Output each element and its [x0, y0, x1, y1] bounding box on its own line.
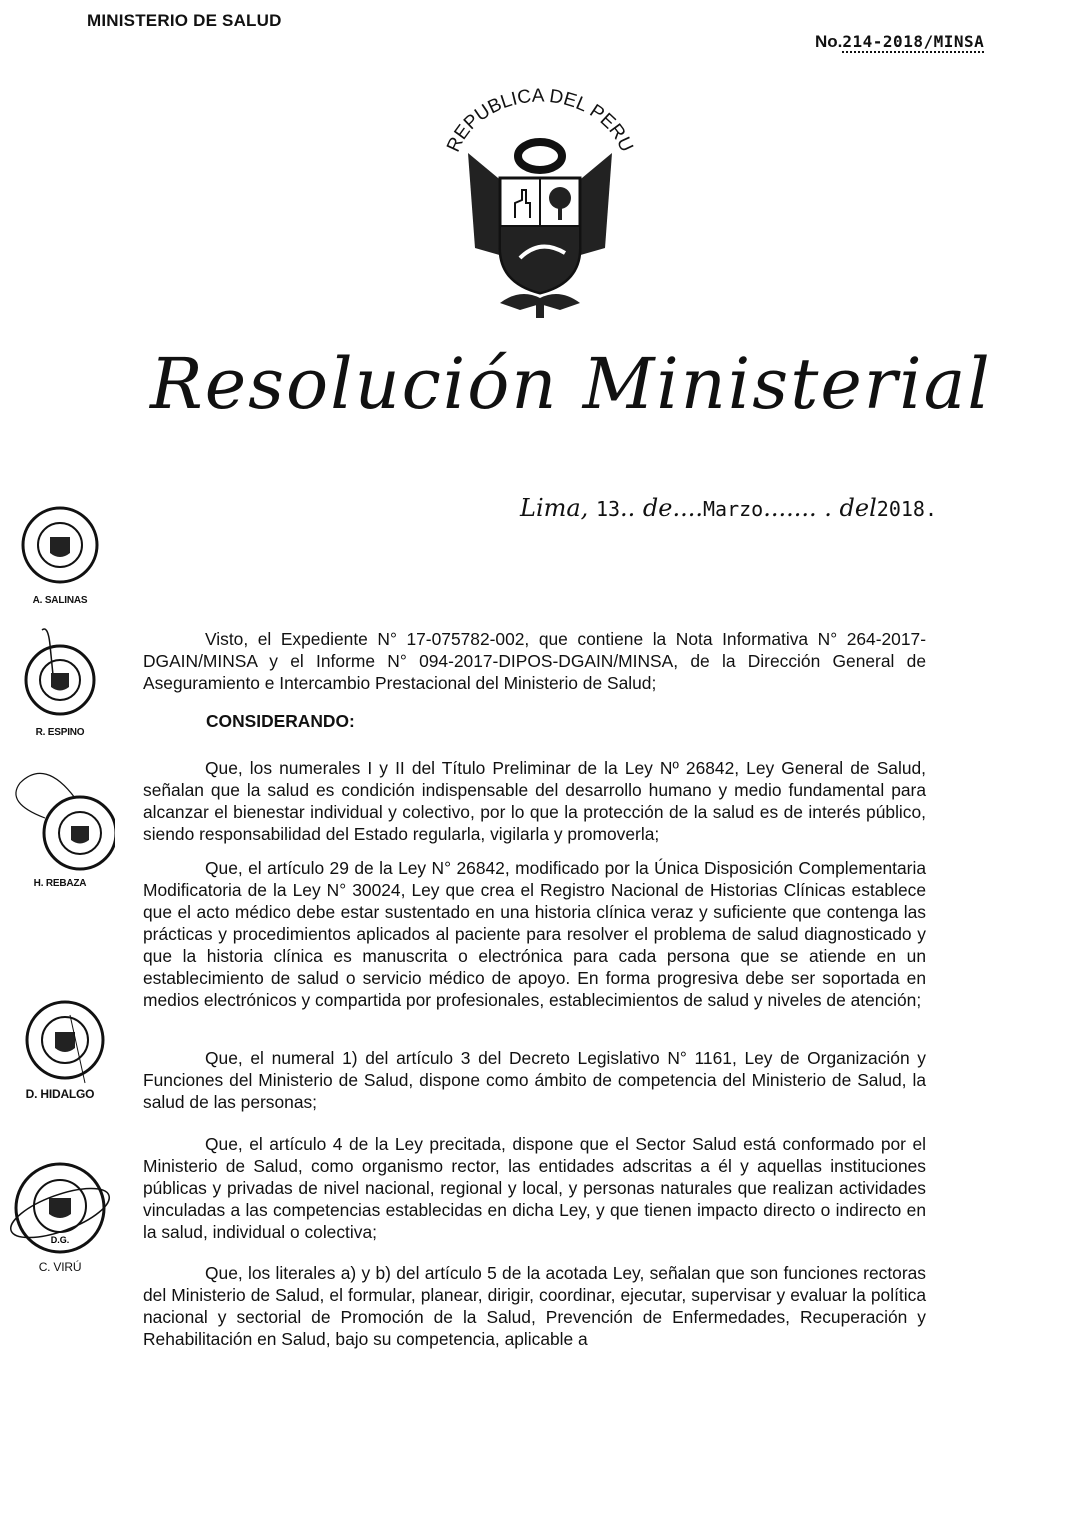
stamp-hidalgo	[5, 995, 115, 1101]
resolution-number	[815, 32, 984, 52]
svg-text:D.G.: D.G.	[50, 1235, 70, 1245]
seal-icon	[5, 758, 115, 876]
number-prefix: No.	[815, 32, 843, 51]
paragraph-2: Que, el artículo 29 de la Ley N° 26842, modificado por la Única Disposición Complementaria Modificatoria de la Ley N° 30024, Ley que crea el Registro Nacional de Historias Clínicas establece que el acto médico debe estar sustentado en una historia clínica veraz y suficiente que contenga las prácticas y procedimientos aplicados al paciente para resolver el problema de salud diagnosticado y que la historia clínica es manuscrita o electrónica para cada persona que se atiende en un establecimiento de salud o servicio médico de apoyo. En forma progresiva debe ser soportada en medios electrónicos y compartida por profesionales, establecimientos de salud y niveles de atención;	[143, 858, 926, 1010]
ministry-header: MINISTERIO DE SALUD	[87, 11, 282, 30]
date-prefix: Lima,	[520, 494, 596, 522]
visto-paragraph: Visto, el Expediente N° 17-075782-002, que contiene la Nota Informativa N° 264-2017-DGAIN/MINSA y el Informe N° 094-2017-DIPOS-DGAIN/MINSA, de la Dirección General de Aseguramiento e Intercambio Prestacional del Ministerio de Salud;	[143, 629, 926, 693]
stamp-name: D. HIDALGO	[25, 1087, 95, 1101]
date-del: del	[831, 494, 877, 522]
crest-arc-text: REPUBLICA DEL PERU	[443, 85, 637, 156]
paragraph-3: Que, el numeral 1) del artículo 3 del Decreto Legislativo N° 1161, Ley de Organización y Funciones del Ministerio de Salud, dispone como ámbito de competencia del Ministerio de Salud, la salud de las personas;	[143, 1048, 926, 1112]
stamp-espino	[5, 625, 115, 738]
stamp-name: C. VIRÚ	[38, 1260, 82, 1274]
considerando-heading: CONSIDERANDO:	[206, 711, 355, 731]
stamp-salinas	[5, 497, 115, 606]
stamp-name: A. SALINAS	[32, 595, 88, 606]
stamp-viru	[5, 1158, 115, 1274]
paragraph-1: Que, los numerales I y II del Título Preliminar de la Ley Nº 26842, Ley General de Salud, señalan que la salud es condición indispensable del desarrollo humano y medio fundamental para alcanzar el bienestar individual y colectivo, por lo que la protección de la salud es de interés público, siendo responsabilidad del Estado regularla, vigilarla y promoverla;	[143, 758, 926, 844]
date-de: de	[635, 494, 673, 522]
seal-icon	[20, 625, 100, 725]
paragraph-4: Que, el artículo 4 de la Ley precitada, dispone que el Sector Salud está conformado por el Ministerio de Salud, como organismo rector, las entidades adscritas a él y aquellas instituciones públicas y privadas de nivel nacional, regional y local, y personas naturales que realizan actividades vinculadas a las competencias establecidas en dicha Ley, y que tienen impacto directo o indirecto en la salud, individual o colectiva;	[143, 1134, 926, 1242]
stamp-name: H. REBAZA	[33, 878, 87, 889]
seal-icon	[5, 1158, 115, 1258]
stamp-rebaza	[5, 758, 115, 889]
stamp-name: R. ESPINO	[35, 727, 85, 738]
date-day: 13	[595, 497, 621, 521]
date-year: 2018.	[876, 497, 937, 521]
number-handwritten: 214-2018/MINSA	[842, 32, 985, 51]
seal-icon	[15, 995, 105, 1085]
date-line: Lima, 13.. de....Marzo....... . del2018.	[520, 494, 937, 522]
coat-of-arms-icon	[430, 78, 650, 318]
date-month: Marzo	[703, 497, 764, 521]
document-title: Resolución Ministerial	[150, 343, 992, 425]
paragraph-5: Que, los literales a) y b) del artículo 5 de la acotada Ley, señalan que son funciones rectoras del Ministerio de Salud, el formular, planear, dirigir, coordinar, ejecutar, supervisar y evaluar la política nacional y sectorial de Promoción de la Salud, Prevención de Enfermedades, Recuperación y Rehabilitación en Salud, bajo su competencia, aplicable a	[143, 1263, 926, 1349]
seal-icon	[20, 497, 100, 593]
